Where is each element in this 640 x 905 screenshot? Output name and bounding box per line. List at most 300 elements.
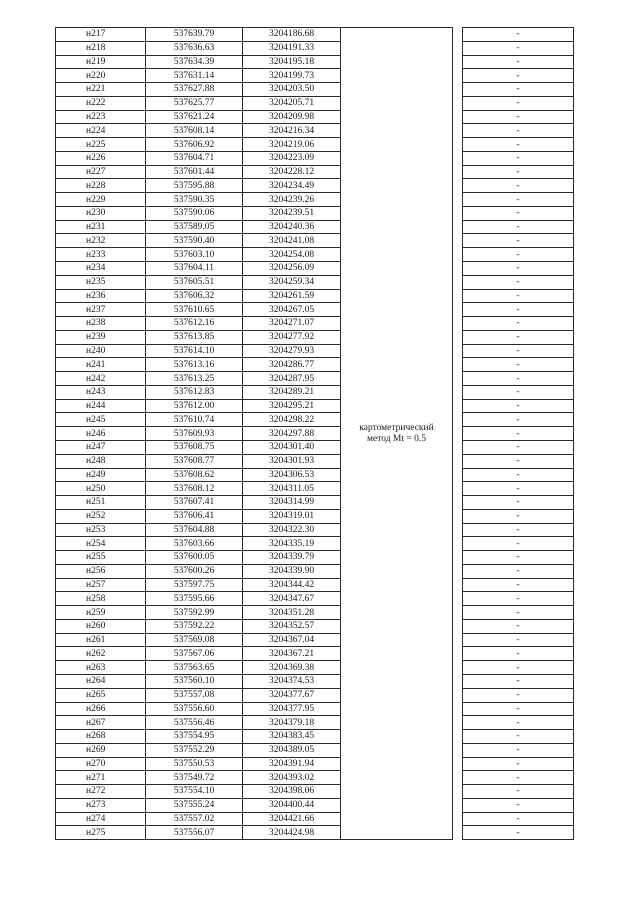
y-coordinate-cell: 3204319.01 xyxy=(243,509,341,523)
table-row xyxy=(56,702,574,716)
y-coordinate-cell: 3204267.05 xyxy=(243,303,341,317)
point-name-cell: н228 xyxy=(56,179,146,193)
value-cell: - xyxy=(463,730,574,744)
y-coordinate-cell: 3204400.44 xyxy=(243,798,341,812)
table-row xyxy=(56,578,574,592)
x-coordinate-cell: 537601.44 xyxy=(146,165,243,179)
y-coordinate-cell: 3204254.08 xyxy=(243,248,341,262)
value-cell: - xyxy=(463,537,574,551)
point-name-cell: н227 xyxy=(56,165,146,179)
point-name-cell: н273 xyxy=(56,798,146,812)
point-name-cell: н256 xyxy=(56,564,146,578)
point-name-cell: н260 xyxy=(56,619,146,633)
point-name-cell: н254 xyxy=(56,537,146,551)
y-coordinate-cell: 3204219.06 xyxy=(243,138,341,152)
y-coordinate-cell: 3204186.68 xyxy=(243,28,341,42)
y-coordinate-cell: 3204393.02 xyxy=(243,771,341,785)
value-cell: - xyxy=(463,785,574,799)
y-coordinate-cell: 3204234.49 xyxy=(243,179,341,193)
x-coordinate-cell: 537550.53 xyxy=(146,757,243,771)
y-coordinate-cell: 3204216.34 xyxy=(243,124,341,138)
table-row xyxy=(56,275,574,289)
value-cell: - xyxy=(463,509,574,523)
table-row xyxy=(56,28,574,42)
value-cell: - xyxy=(463,69,574,83)
value-cell: - xyxy=(463,551,574,565)
point-name-cell: н259 xyxy=(56,606,146,620)
y-coordinate-cell: 3204223.09 xyxy=(243,151,341,165)
x-coordinate-cell: 537600.26 xyxy=(146,564,243,578)
value-cell: - xyxy=(463,757,574,771)
value-cell: - xyxy=(463,440,574,454)
y-coordinate-cell: 3204277.92 xyxy=(243,330,341,344)
point-name-cell: н234 xyxy=(56,262,146,276)
point-name-cell: н257 xyxy=(56,578,146,592)
point-name-cell: н222 xyxy=(56,96,146,110)
y-coordinate-cell: 3204287.95 xyxy=(243,372,341,386)
x-coordinate-cell: 537603.10 xyxy=(146,248,243,262)
value-cell: - xyxy=(463,358,574,372)
value-cell: - xyxy=(463,275,574,289)
x-coordinate-cell: 537556.46 xyxy=(146,716,243,730)
y-coordinate-cell: 3204209.98 xyxy=(243,110,341,124)
table-row xyxy=(56,124,574,138)
x-coordinate-cell: 537625.77 xyxy=(146,96,243,110)
table-row xyxy=(56,151,574,165)
y-coordinate-cell: 3204279.93 xyxy=(243,344,341,358)
value-cell: - xyxy=(463,55,574,69)
table-row xyxy=(56,358,574,372)
x-coordinate-cell: 537613.85 xyxy=(146,330,243,344)
y-coordinate-cell: 3204271.07 xyxy=(243,317,341,331)
y-coordinate-cell: 3204339.79 xyxy=(243,551,341,565)
y-coordinate-cell: 3204240.36 xyxy=(243,220,341,234)
point-name-cell: н239 xyxy=(56,330,146,344)
y-coordinate-cell: 3204301.40 xyxy=(243,440,341,454)
value-cell: - xyxy=(463,606,574,620)
table-row xyxy=(56,826,574,840)
point-name-cell: н261 xyxy=(56,633,146,647)
x-coordinate-cell: 537605.51 xyxy=(146,275,243,289)
x-coordinate-cell: 537567.06 xyxy=(146,647,243,661)
table-row xyxy=(56,743,574,757)
y-coordinate-cell: 3204259.34 xyxy=(243,275,341,289)
table-row xyxy=(56,496,574,510)
point-name-cell: н224 xyxy=(56,124,146,138)
table-row xyxy=(56,372,574,386)
table-row xyxy=(56,771,574,785)
table-row xyxy=(56,317,574,331)
point-name-cell: н225 xyxy=(56,138,146,152)
y-coordinate-cell: 3204347.67 xyxy=(243,592,341,606)
x-coordinate-cell: 537556.60 xyxy=(146,702,243,716)
table-row xyxy=(56,385,574,399)
point-name-cell: н264 xyxy=(56,674,146,688)
point-name-cell: н268 xyxy=(56,730,146,744)
value-cell: - xyxy=(463,812,574,826)
table-row xyxy=(56,647,574,661)
point-name-cell: н240 xyxy=(56,344,146,358)
x-coordinate-cell: 537608.14 xyxy=(146,124,243,138)
y-coordinate-cell: 3204205.71 xyxy=(243,96,341,110)
table-row xyxy=(56,206,574,220)
value-cell: - xyxy=(463,372,574,386)
point-name-cell: н223 xyxy=(56,110,146,124)
x-coordinate-cell: 537612.00 xyxy=(146,399,243,413)
value-cell: - xyxy=(463,110,574,124)
y-coordinate-cell: 3204367.21 xyxy=(243,647,341,661)
y-coordinate-cell: 3204195.18 xyxy=(243,55,341,69)
y-coordinate-cell: 3204344.42 xyxy=(243,578,341,592)
x-coordinate-cell: 537590.35 xyxy=(146,193,243,207)
x-coordinate-cell: 537608.62 xyxy=(146,468,243,482)
point-name-cell: н235 xyxy=(56,275,146,289)
value-cell: - xyxy=(463,303,574,317)
table-row xyxy=(56,468,574,482)
x-coordinate-cell: 537636.63 xyxy=(146,41,243,55)
point-name-cell: н218 xyxy=(56,41,146,55)
value-cell: - xyxy=(463,716,574,730)
value-cell: - xyxy=(463,151,574,165)
point-name-cell: н238 xyxy=(56,317,146,331)
table-row xyxy=(56,193,574,207)
point-name-cell: н258 xyxy=(56,592,146,606)
x-coordinate-cell: 537614.10 xyxy=(146,344,243,358)
y-coordinate-cell: 3204306.53 xyxy=(243,468,341,482)
point-name-cell: н272 xyxy=(56,785,146,799)
point-name-cell: н275 xyxy=(56,826,146,840)
value-cell: - xyxy=(463,771,574,785)
y-coordinate-cell: 3204256.09 xyxy=(243,262,341,276)
table-row xyxy=(56,509,574,523)
table-row xyxy=(56,413,574,427)
value-cell: - xyxy=(463,179,574,193)
value-cell: - xyxy=(463,165,574,179)
point-name-cell: н253 xyxy=(56,523,146,537)
x-coordinate-cell: 537610.65 xyxy=(146,303,243,317)
x-coordinate-cell: 537592.22 xyxy=(146,619,243,633)
y-coordinate-cell: 3204289.21 xyxy=(243,385,341,399)
x-coordinate-cell: 537608.77 xyxy=(146,454,243,468)
table-row xyxy=(56,661,574,675)
point-name-cell: н232 xyxy=(56,234,146,248)
x-coordinate-cell: 537627.88 xyxy=(146,83,243,97)
y-coordinate-cell: 3204374.53 xyxy=(243,674,341,688)
point-name-cell: н220 xyxy=(56,69,146,83)
x-coordinate-cell: 537608.75 xyxy=(146,440,243,454)
value-cell: - xyxy=(463,28,574,42)
x-coordinate-cell: 537613.25 xyxy=(146,372,243,386)
value-cell: - xyxy=(463,633,574,647)
x-coordinate-cell: 537604.11 xyxy=(146,262,243,276)
table-row xyxy=(56,537,574,551)
value-cell: - xyxy=(463,399,574,413)
x-coordinate-cell: 537604.88 xyxy=(146,523,243,537)
value-cell: - xyxy=(463,262,574,276)
x-coordinate-cell: 537592.99 xyxy=(146,606,243,620)
y-coordinate-cell: 3204239.26 xyxy=(243,193,341,207)
x-coordinate-cell: 537606.92 xyxy=(146,138,243,152)
value-cell: - xyxy=(463,674,574,688)
value-cell: - xyxy=(463,427,574,441)
y-coordinate-cell: 3204239.51 xyxy=(243,206,341,220)
point-name-cell: н217 xyxy=(56,28,146,42)
value-cell: - xyxy=(463,206,574,220)
x-coordinate-cell: 537600.05 xyxy=(146,551,243,565)
value-cell: - xyxy=(463,124,574,138)
y-coordinate-cell: 3204377.95 xyxy=(243,702,341,716)
point-name-cell: н265 xyxy=(56,688,146,702)
y-coordinate-cell: 3204301.93 xyxy=(243,454,341,468)
y-coordinate-cell: 3204241.08 xyxy=(243,234,341,248)
x-coordinate-cell: 537563.65 xyxy=(146,661,243,675)
x-coordinate-cell: 537590.40 xyxy=(146,234,243,248)
table-row xyxy=(56,440,574,454)
table-row xyxy=(56,262,574,276)
y-coordinate-cell: 3204339.90 xyxy=(243,564,341,578)
value-cell: - xyxy=(463,83,574,97)
table-row xyxy=(56,785,574,799)
table-row xyxy=(56,633,574,647)
y-coordinate-cell: 3204191.33 xyxy=(243,41,341,55)
x-coordinate-cell: 537556.07 xyxy=(146,826,243,840)
point-name-cell: н270 xyxy=(56,757,146,771)
y-coordinate-cell: 3204424.98 xyxy=(243,826,341,840)
x-coordinate-cell: 537603.66 xyxy=(146,537,243,551)
value-cell: - xyxy=(463,826,574,840)
point-name-cell: н269 xyxy=(56,743,146,757)
point-name-cell: н226 xyxy=(56,151,146,165)
table-row xyxy=(56,138,574,152)
point-name-cell: н237 xyxy=(56,303,146,317)
y-coordinate-cell: 3204379.18 xyxy=(243,716,341,730)
value-cell: - xyxy=(463,454,574,468)
x-coordinate-cell: 537634.39 xyxy=(146,55,243,69)
x-coordinate-cell: 537608.12 xyxy=(146,482,243,496)
value-cell: - xyxy=(463,688,574,702)
x-coordinate-cell: 537589.05 xyxy=(146,220,243,234)
value-cell: - xyxy=(463,248,574,262)
table-row xyxy=(56,606,574,620)
value-cell: - xyxy=(463,482,574,496)
x-coordinate-cell: 537639.79 xyxy=(146,28,243,42)
point-name-cell: н246 xyxy=(56,427,146,441)
x-coordinate-cell: 537597.75 xyxy=(146,578,243,592)
table-row xyxy=(56,564,574,578)
table-row xyxy=(56,674,574,688)
point-name-cell: н244 xyxy=(56,399,146,413)
value-cell: - xyxy=(463,743,574,757)
table-row xyxy=(56,399,574,413)
value-cell: - xyxy=(463,317,574,331)
y-coordinate-cell: 3204228.12 xyxy=(243,165,341,179)
x-coordinate-cell: 537557.02 xyxy=(146,812,243,826)
x-coordinate-cell: 537621.24 xyxy=(146,110,243,124)
table-row xyxy=(56,234,574,248)
point-name-cell: н263 xyxy=(56,661,146,675)
point-name-cell: н219 xyxy=(56,55,146,69)
table-row xyxy=(56,798,574,812)
point-name-cell: н242 xyxy=(56,372,146,386)
y-coordinate-cell: 3204421.66 xyxy=(243,812,341,826)
table-row xyxy=(56,454,574,468)
value-cell: - xyxy=(463,578,574,592)
point-name-cell: н250 xyxy=(56,482,146,496)
x-coordinate-cell: 537552.29 xyxy=(146,743,243,757)
table-row xyxy=(56,179,574,193)
x-coordinate-cell: 537595.66 xyxy=(146,592,243,606)
value-cell: - xyxy=(463,385,574,399)
x-coordinate-cell: 537606.41 xyxy=(146,509,243,523)
table-row xyxy=(56,688,574,702)
value-cell: - xyxy=(463,661,574,675)
y-coordinate-cell: 3204383.45 xyxy=(243,730,341,744)
method-label-line-1: картометрический xyxy=(359,422,434,433)
y-coordinate-cell: 3204352.57 xyxy=(243,619,341,633)
x-coordinate-cell: 537560.10 xyxy=(146,674,243,688)
y-coordinate-cell: 3204203.50 xyxy=(243,83,341,97)
table-row xyxy=(56,69,574,83)
x-coordinate-cell: 537554.95 xyxy=(146,730,243,744)
value-cell: - xyxy=(463,564,574,578)
table-row xyxy=(56,757,574,771)
y-coordinate-cell: 3204389.05 xyxy=(243,743,341,757)
x-coordinate-cell: 537609.93 xyxy=(146,427,243,441)
table-row xyxy=(56,96,574,110)
y-coordinate-cell: 3204391.94 xyxy=(243,757,341,771)
x-coordinate-cell: 537612.83 xyxy=(146,385,243,399)
y-coordinate-cell: 3204199.73 xyxy=(243,69,341,83)
table-row xyxy=(56,248,574,262)
value-cell: - xyxy=(463,330,574,344)
point-name-cell: н274 xyxy=(56,812,146,826)
point-name-cell: н262 xyxy=(56,647,146,661)
y-coordinate-cell: 3204369.38 xyxy=(243,661,341,675)
table-row xyxy=(56,523,574,537)
y-coordinate-cell: 3204298.22 xyxy=(243,413,341,427)
value-cell: - xyxy=(463,344,574,358)
table-row xyxy=(56,110,574,124)
x-coordinate-cell: 537604.71 xyxy=(146,151,243,165)
value-cell: - xyxy=(463,496,574,510)
y-coordinate-cell: 3204335.19 xyxy=(243,537,341,551)
table-row xyxy=(56,289,574,303)
value-cell: - xyxy=(463,289,574,303)
table-row xyxy=(56,427,574,441)
point-name-cell: н267 xyxy=(56,716,146,730)
table-row xyxy=(56,812,574,826)
table-row xyxy=(56,220,574,234)
x-coordinate-cell: 537590.06 xyxy=(146,206,243,220)
coordinates-table xyxy=(55,27,574,840)
point-name-cell: н229 xyxy=(56,193,146,207)
point-name-cell: н252 xyxy=(56,509,146,523)
table-row xyxy=(56,303,574,317)
y-coordinate-cell: 3204314.99 xyxy=(243,496,341,510)
x-coordinate-cell: 537607.41 xyxy=(146,496,243,510)
table-row xyxy=(56,165,574,179)
value-cell: - xyxy=(463,468,574,482)
point-name-cell: н271 xyxy=(56,771,146,785)
x-coordinate-cell: 537631.14 xyxy=(146,69,243,83)
table-row xyxy=(56,344,574,358)
point-name-cell: н236 xyxy=(56,289,146,303)
table-row xyxy=(56,83,574,97)
x-coordinate-cell: 537557.08 xyxy=(146,688,243,702)
point-name-cell: н255 xyxy=(56,551,146,565)
value-cell: - xyxy=(463,619,574,633)
point-name-cell: н245 xyxy=(56,413,146,427)
value-cell: - xyxy=(463,41,574,55)
table-row xyxy=(56,551,574,565)
y-coordinate-cell: 3204351.28 xyxy=(243,606,341,620)
table-row xyxy=(56,55,574,69)
table-row xyxy=(56,716,574,730)
value-cell: - xyxy=(463,413,574,427)
method-label-line-2: метод Mt = 0.5 xyxy=(366,433,426,444)
point-name-cell: н233 xyxy=(56,248,146,262)
point-name-cell: н241 xyxy=(56,358,146,372)
table-row xyxy=(56,41,574,55)
point-name-cell: н231 xyxy=(56,220,146,234)
table-row xyxy=(56,619,574,633)
spacer-cell xyxy=(453,28,463,840)
y-coordinate-cell: 3204398.06 xyxy=(243,785,341,799)
point-name-cell: н248 xyxy=(56,454,146,468)
point-name-cell: н251 xyxy=(56,496,146,510)
value-cell: - xyxy=(463,138,574,152)
value-cell: - xyxy=(463,193,574,207)
x-coordinate-cell: 537612.16 xyxy=(146,317,243,331)
value-cell: - xyxy=(463,592,574,606)
table-row xyxy=(56,592,574,606)
y-coordinate-cell: 3204367.04 xyxy=(243,633,341,647)
coordinates-table-body xyxy=(56,28,574,840)
y-coordinate-cell: 3204295.21 xyxy=(243,399,341,413)
point-name-cell: н266 xyxy=(56,702,146,716)
x-coordinate-cell: 537610.74 xyxy=(146,413,243,427)
y-coordinate-cell: 3204286.77 xyxy=(243,358,341,372)
y-coordinate-cell: 3204311.05 xyxy=(243,482,341,496)
x-coordinate-cell: 537554.10 xyxy=(146,785,243,799)
table-row xyxy=(56,330,574,344)
method-cell xyxy=(341,28,453,840)
value-cell: - xyxy=(463,702,574,716)
table-row xyxy=(56,482,574,496)
value-cell: - xyxy=(463,234,574,248)
value-cell: - xyxy=(463,798,574,812)
x-coordinate-cell: 537569.08 xyxy=(146,633,243,647)
table-row xyxy=(56,730,574,744)
value-cell: - xyxy=(463,523,574,537)
point-name-cell: н221 xyxy=(56,83,146,97)
y-coordinate-cell: 3204261.59 xyxy=(243,289,341,303)
value-cell: - xyxy=(463,647,574,661)
value-cell: - xyxy=(463,96,574,110)
y-coordinate-cell: 3204377.67 xyxy=(243,688,341,702)
x-coordinate-cell: 537555.24 xyxy=(146,798,243,812)
x-coordinate-cell: 537595.88 xyxy=(146,179,243,193)
point-name-cell: н243 xyxy=(56,385,146,399)
value-cell: - xyxy=(463,220,574,234)
x-coordinate-cell: 537613.16 xyxy=(146,358,243,372)
y-coordinate-cell: 3204322.30 xyxy=(243,523,341,537)
point-name-cell: н249 xyxy=(56,468,146,482)
y-coordinate-cell: 3204297.88 xyxy=(243,427,341,441)
x-coordinate-cell: 537549.72 xyxy=(146,771,243,785)
point-name-cell: н247 xyxy=(56,440,146,454)
point-name-cell: н230 xyxy=(56,206,146,220)
